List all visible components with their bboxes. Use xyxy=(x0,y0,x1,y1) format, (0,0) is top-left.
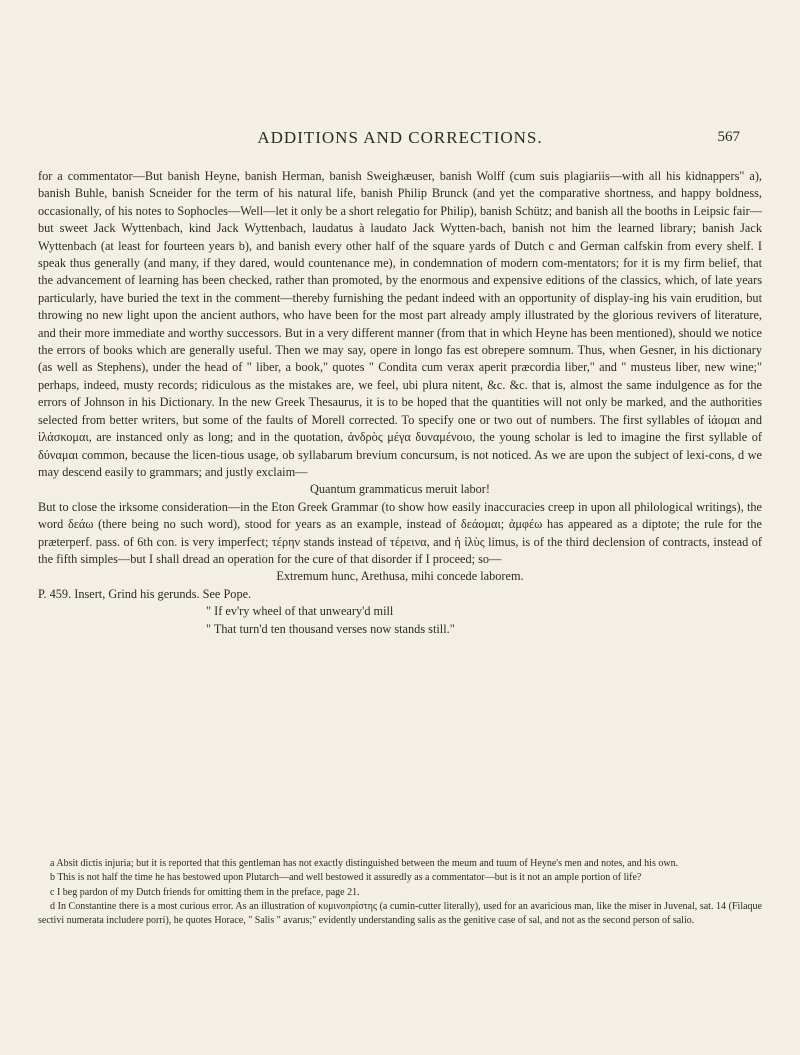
main-text xyxy=(38,168,762,638)
quote-arethusa: Extremum hunc, Arethusa, mihi concede laborem. xyxy=(276,569,524,584)
paragraph-commentators: for a commentator—But banish Heyne, banish Herman, banish Sweighæuser, banish Wolff (cum suis plagiariis—with all his kidnappers" a), banish Buhle, banish Scneider for the term of his natural life, banish Philip Brunck (and yet the comparative shortness, and happy boldness, occasionally, of his notes to Sophocles—Well—let it only be a short relegatio for Philip), banish Schütz; and banish all the booths in Leipsic fair—but sweet Jack Wyttenbach, kind Jack Wyttenbach, laudatus à laudato Jack Wytten-bach, banish not him the learned library; banish Jack Wyttenbach (at least for fourteen years b), and banish every other half of the square yards of Dutch c and German calfskin from every shelf. I speak thus generally (and many, if they dared, would countenance me), in condemnation of modern com-mentators; for it is my firm belief, that the advancement of learning has been checked, rather than promoted, by the enormous and expensive editions of the classics, which, of late years particularly, have buried the text in the comment—thereby furnishing the pedant indeed with an opportunity of display-ing his vain erudition, but throwing no new light upon the ancient authors, who have been for the most part already amply illustrated by the glorious revivers of literature, and their more immediate and worthy successors. But in a very different manner (from that in which Heyne has been mentioned), should we notice the errors of books which are generally useful. Then we may say, opere in longo fas est obrepere somnum. Thus, when Gesner, in his dictionary (as well as Stephens), under the head of " liber, a book," quotes " Condita cum verax aperit præcordia liber," and " musteus liber, new wine;" perhaps, indeed, musty records; ridiculous as the mistakes are, we feel, ubi plura nitent, &c. &c. that is, almost the same indulgence as for the errors of Johnson in his Dictionary. In the new Greek Thesaurus, it is to be hoped that the quantities will not only be marked, and the authorities selected from better writers, but some of the faults of Morell corrected. To specify one or two out of numbers. The first syllables of ἰάομαι and ἱλάσκομαι, are instanced only as long; and in the quotation, ἀνδρὸς μέγα δυναμένοιο, the young scholar is led to imagine the first syllable of δύναμαι common, because the licen-tious usage, ob syllabarum brevium concursum, is not noticed. As we are upon the subject of lexi-cons, d we may descend easily to grammars; and justly exclaim— xyxy=(38,169,762,479)
paragraph-eton-grammar: But to close the irksome consideration—in the Eton Greek Grammar (to show how easily inaccuracies creep in upon all philological writings), the word δεάω (there being no such word), stood for years as an example, instead of δεάομαι; ἀμφέω has appeared as a diptote; the rule for the præterperf. pass. of 6th con. is very imperfect; τέρην stands instead of τέρεινα, and ἡ ἰλὺς limus, is of the third declension of contracts, instead of the fifth simples—but I shall dread an operation for the cure of that disorder if I proceed; so— xyxy=(38,499,762,566)
footnote-c: c I beg pardon of my Dutch friends for omitting them in the preface, page 21. xyxy=(50,886,360,898)
verse-line-1: " If ev'ry wheel of that unweary'd mill xyxy=(206,604,394,619)
page-header xyxy=(0,128,800,152)
footnotes xyxy=(38,857,762,928)
footnote-a: a Absit dictis injuria; but it is reported that this gentleman has not exactly distinguished between the meum and tuum of Heyne's men and notes, and his own. xyxy=(50,858,679,869)
running-title: ADDITIONS AND CORRECTIONS. xyxy=(257,128,543,147)
verse-line-2: " That turn'd ten thousand verses now stands still." xyxy=(206,621,455,636)
quote-grammaticus: Quantum grammaticus meruit labor! xyxy=(310,482,490,497)
page-number: 567 xyxy=(717,129,740,145)
footnote-d: d In Constantine there is a most curious error. As an illustration of κυμινοπρίστης (a cumin-cutter literally), used for an avaricious man, like the miser in Juvenal, sat. 14 (Filaque sectivi numerata includere porri), he quotes Horace, " Salis " avarus;" evidently understanding salis as the genitive case of sal, and not as the second person of salio. xyxy=(38,900,762,927)
addendum-p459: P. 459. Insert, Grind his gerunds. See Pope. xyxy=(38,586,252,601)
footnote-b: b This is not half the time he has bestowed upon Plutarch—and well bestowed it assuredly as a commentator—but is it not an ample portion of life? xyxy=(50,872,642,884)
